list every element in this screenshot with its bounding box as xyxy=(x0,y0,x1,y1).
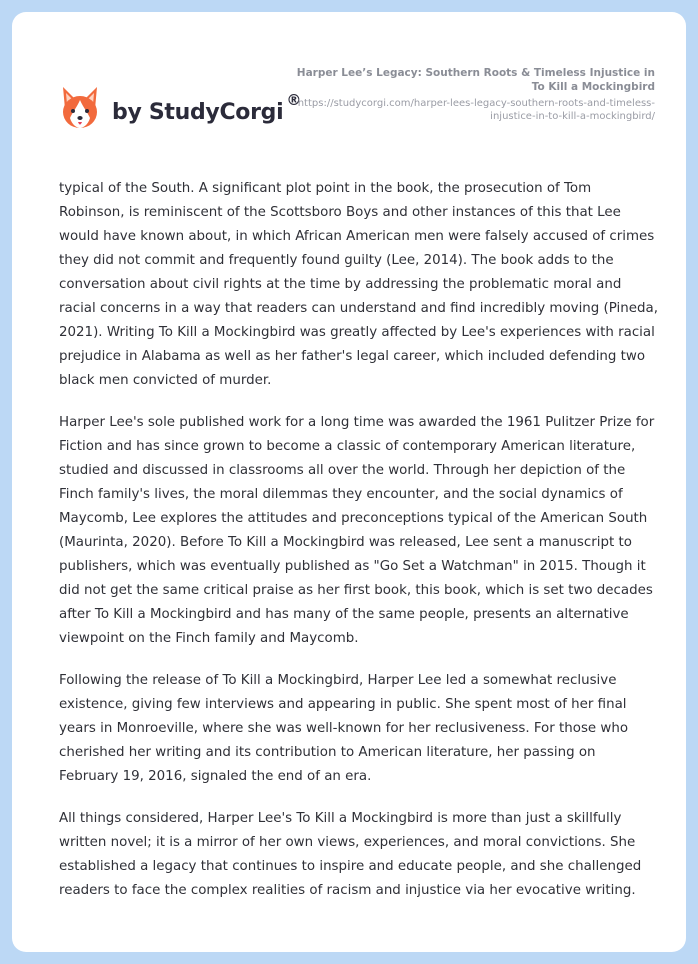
paragraph: Harper Lee's sole published work for a long time was awarded the 1961 Pulitzer Prize for Fiction and has since grown to become a classic of contemporary American literature, studied and discussed in classrooms all over the world. Through her depiction of the Finch family's lives, the moral dilemmas they encounter, and the social dynamics of Maycomb, Lee explores the attitudes and preconceptions typical of the American South (Maurinta, 2020). Before To Kill a Mockingbird was released, Lee sent a manuscript to publishers, which was eventually published as "Go Set a Watchman" in 2015. Though it did not get the same critical praise as her first book, this book, which is set two decades after To Kill a Mockingbird and has many of the same people, presents an alternative viewpoint on the Finch family and Maycomb. xyxy=(59,415,655,646)
corgi-logo-icon xyxy=(60,85,100,131)
studycorgi-logo[interactable] xyxy=(60,76,301,140)
registered-mark: ® xyxy=(286,91,302,109)
essay-body xyxy=(59,177,659,921)
brand-name: by StudyCorgi xyxy=(112,99,284,125)
paragraph: All things considered, Harper Lee's To Kill a Mockingbird is more than just a skillfully written novel; it is a mirror of her own views, experiences, and moral convictions. She established a legacy that continues to inspire and educate people, and she challenged readers to face the complex realities of racism and injustice via her evocative writing. xyxy=(59,811,642,898)
document-url-link[interactable]: https://studycorgi.com/harper-lees-legacy-southern-roots-and-timeless-injustice-in-to-kill-a-mockingbird/ xyxy=(297,98,655,122)
document-meta xyxy=(295,66,655,123)
document-page xyxy=(12,12,686,952)
paragraph: typical of the South. A significant plot point in the book, the prosecution of Tom Robinson, is reminiscent of the Scottsboro Boys and other instances of this that Lee would have known about, in which African American men were falsely accused of crimes they did not commit and frequently found guilty (Lee, 2014). The book adds to the conversation about civil rights at the time by addressing the problematic moral and racial concerns in a way that readers can understand and find incredibly moving (Pineda, 2021). Writing To Kill a Mockingbird was greatly affected by Lee's experiences with racial prejudice in Alabama as well as her father's legal career, which included defending two black men convicted of murder. xyxy=(59,181,658,388)
document-title: Harper Lee’s Legacy: Southern Roots & Timeless Injustice in To Kill a Mockingbird xyxy=(296,67,655,93)
paragraph: Following the release of To Kill a Mockingbird, Harper Lee led a somewhat reclusive existence, giving few interviews and appearing in public. She spent most of her final years in Monroeville, where she was well-known for her reclusiveness. For those who cherished her writing and its contribution to American literature, her passing on February 19, 2016, signaled the end of an era. xyxy=(59,673,629,784)
